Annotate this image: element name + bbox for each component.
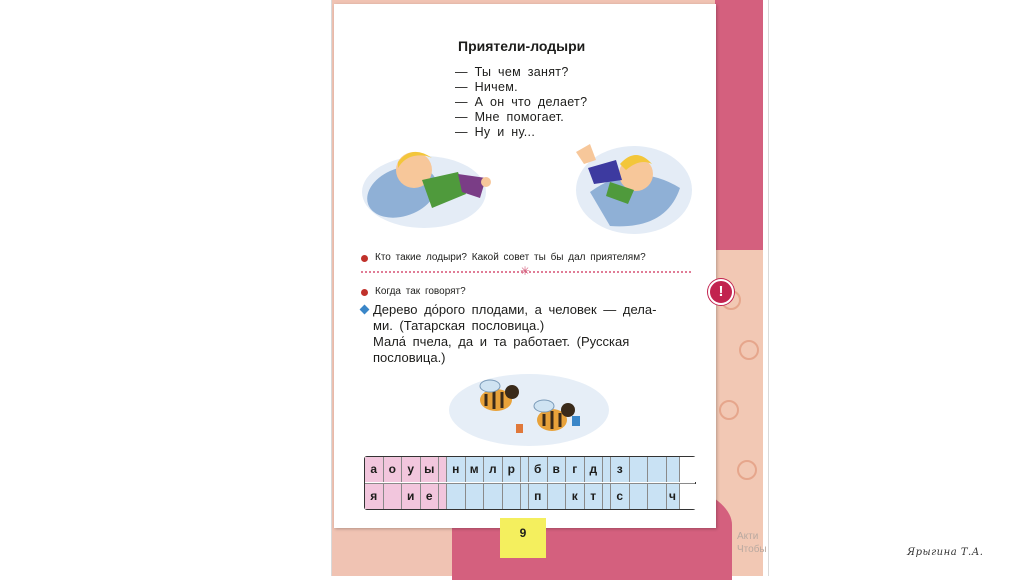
letter-cell: [503, 484, 522, 509]
letter-row-2: [365, 483, 695, 509]
poem-line: — Ничем.: [455, 80, 518, 94]
poem-line: — Мне помогает.: [455, 110, 565, 124]
letter-cell: [447, 484, 466, 509]
letter-cell: [548, 484, 567, 509]
letter-cell: [648, 484, 667, 509]
author-signature: Ярыгина Т.А.: [907, 547, 984, 558]
lazy-boy-illustration-left: [362, 132, 497, 232]
attention-icon: !: [708, 279, 734, 305]
letter-cell: [521, 457, 529, 482]
letter-cell: ч: [667, 484, 680, 509]
page-number: 9: [500, 518, 546, 558]
letter-cell: м: [466, 457, 485, 482]
letter-cell: я: [365, 484, 384, 509]
textbook-page-image: [331, 0, 767, 576]
letter-cell: [648, 457, 667, 482]
watermark-line: Акти: [737, 531, 759, 542]
letter-cell: о: [384, 457, 403, 482]
book-page: [334, 4, 716, 528]
question-bullet: [361, 289, 368, 296]
letter-cell: з: [611, 457, 630, 482]
proverb-line: ми. (Татарская пословица.): [373, 318, 545, 333]
letter-cell: [680, 484, 696, 509]
letter-cell: н: [447, 457, 466, 482]
letter-cell: а: [365, 457, 384, 482]
letter-cell: и: [402, 484, 421, 509]
letter-cell: ы: [421, 457, 440, 482]
letter-cell: в: [548, 457, 567, 482]
letter-cell: е: [421, 484, 440, 509]
letter-cell: с: [611, 484, 630, 509]
proverb-line: Дерево до́рого плодами, а человек — дела-: [373, 302, 657, 317]
letter-cell: [384, 484, 403, 509]
letter-table: [364, 456, 696, 510]
poem-line: — А он что делает?: [455, 95, 588, 109]
letter-cell: г: [566, 457, 585, 482]
diamond-bullet-icon: [360, 305, 370, 315]
letter-cell: [680, 457, 696, 482]
letter-cell: б: [529, 457, 548, 482]
letter-cell: [667, 457, 680, 482]
poem-title: Приятели-лодыри: [458, 38, 586, 54]
letter-cell: п: [529, 484, 548, 509]
activation-watermark: [737, 530, 767, 556]
letter-cell: у: [402, 457, 421, 482]
bees-illustration: [444, 364, 614, 449]
divider-star-icon: ✳: [520, 264, 531, 278]
poem-line: — Ну и ну...: [455, 125, 536, 139]
letter-cell: [484, 484, 503, 509]
letter-cell: [603, 484, 611, 509]
question-bullet: [361, 255, 368, 262]
proverb-line: Мала́ пчела, да и та работает. (Русская: [373, 334, 630, 349]
letter-cell: л: [484, 457, 503, 482]
letter-cell: [630, 457, 649, 482]
letter-cell: д: [585, 457, 604, 482]
poem-line: — Ты чем занят?: [455, 65, 569, 79]
letter-cell: р: [503, 457, 522, 482]
letter-cell: [439, 484, 447, 509]
letter-cell: [603, 457, 611, 482]
letter-cell: [521, 484, 529, 509]
letter-cell: к: [566, 484, 585, 509]
letter-cell: т: [585, 484, 604, 509]
proverb-line: пословица.): [373, 350, 446, 365]
watermark-line: Чтобы: [737, 544, 767, 555]
letter-cell: [439, 457, 447, 482]
question-text: Когда так говорят?: [375, 286, 466, 297]
lazy-boy-illustration-right: [570, 130, 695, 240]
question-text: Кто такие лодыри? Какой совет ты бы дал приятелям?: [375, 252, 646, 263]
slide-divider-line: [768, 0, 769, 576]
letter-cell: [466, 484, 485, 509]
letter-row-1: [365, 457, 695, 482]
letter-cell: [630, 484, 649, 509]
